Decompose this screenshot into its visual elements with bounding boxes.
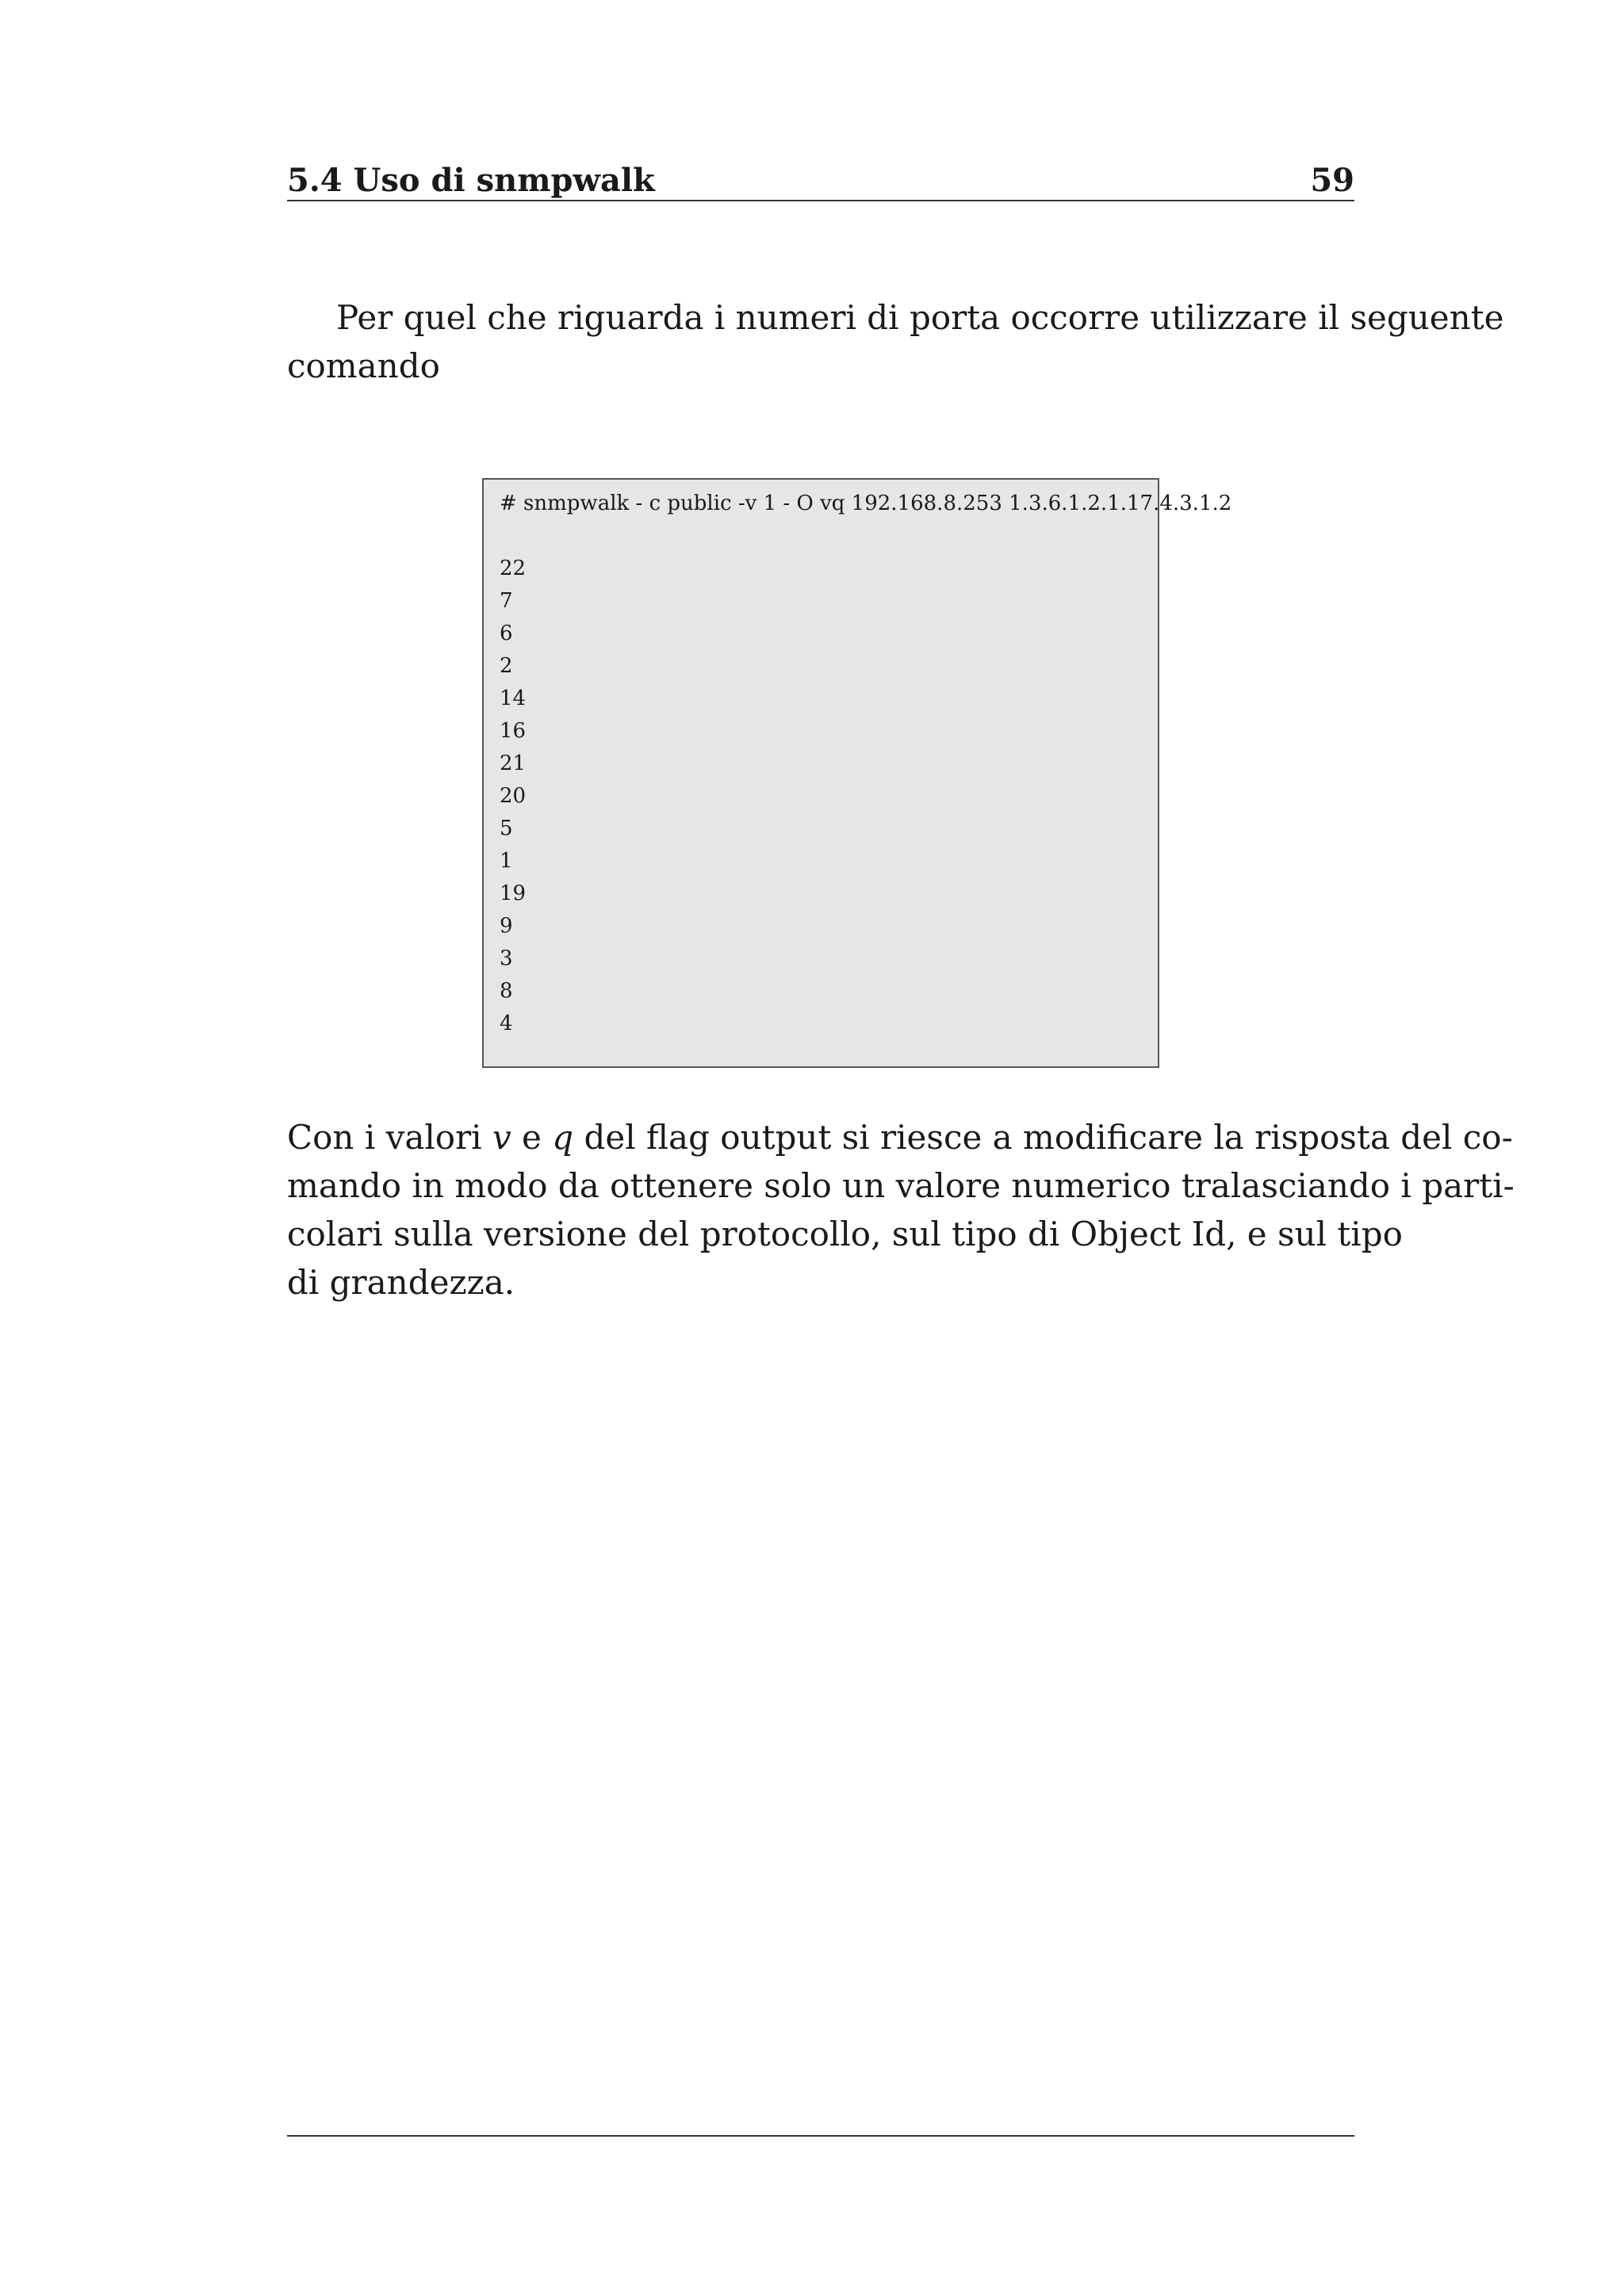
output-value: 5 [500,817,513,840]
output-value: 4 [500,1012,513,1035]
output-value: 9 [500,914,513,938]
explanation-line-3: colari sulla versione del protocollo, sul tipo di Object Id, e sul tipo [287,1215,1403,1253]
output-value: 21 [500,752,527,775]
output-value: 20 [500,784,527,808]
running-header [287,157,1354,201]
command-line: # snmpwalk - c public -v 1 - O vq 192.168.8.253 1.3.6.1.2.1.17.4.3.1.2 [500,492,1232,515]
output-value: 14 [500,687,527,710]
section-title: 5.4 Uso di snmpwalk [287,162,655,199]
explanation-line-1 [287,1113,1513,1161]
output-value: 8 [500,979,513,1003]
output-value: 16 [500,719,527,743]
text-run: e [511,1118,553,1157]
intro-line-2: comando [287,346,440,385]
output-value: 19 [500,882,527,905]
explanation-line-2: mando in modo da ottenere solo un valore numerico tralasciando i parti- [287,1166,1515,1205]
footer-rule [287,2135,1354,2137]
intro-line-1: Per quel che riguarda i numeri di porta occorre utilizzare il seguente [336,298,1504,337]
command-output-box [482,478,1232,1068]
output-value: 2 [500,654,513,678]
output-value: 1 [500,849,513,873]
page-number: 59 [1310,162,1354,199]
output-value: 6 [500,622,513,645]
explanation-line-4: di grandezza. [287,1263,515,1302]
text-run: del flag output si riesce a modificare la risposta del co- [573,1118,1513,1157]
output-value: 7 [500,589,513,613]
output-value: 22 [500,557,527,580]
text-run: Con i valori [287,1118,492,1157]
output-value: 3 [500,947,513,970]
flag-v: v [492,1118,511,1157]
explanation-paragraph [287,1113,1515,1307]
intro-paragraph [287,293,1504,390]
flag-q: q [552,1118,574,1157]
output-list [500,553,1158,1040]
